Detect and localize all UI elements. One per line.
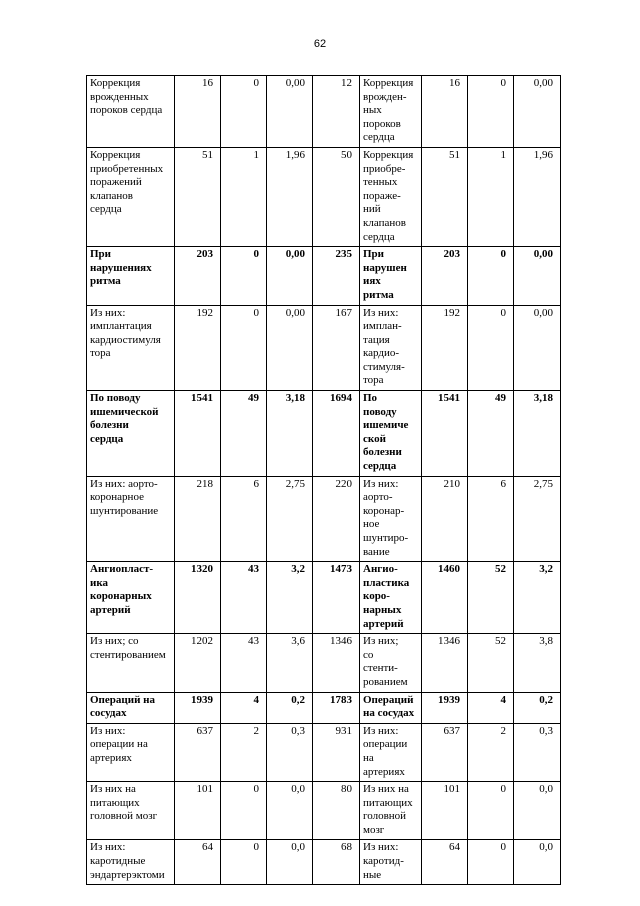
- value-cell: 637: [175, 723, 221, 781]
- value-cell: 0,2: [267, 692, 313, 723]
- value-cell: 1541: [422, 391, 468, 477]
- value-cell: 3,18: [267, 391, 313, 477]
- row-label-cell: Из них: операции на артериях: [87, 723, 175, 781]
- value-cell: 0: [468, 782, 514, 840]
- value-cell: 0,00: [514, 305, 561, 391]
- value-cell: 0: [221, 247, 267, 305]
- value-cell: 0,0: [267, 782, 313, 840]
- value-cell: 0,00: [514, 76, 561, 148]
- value-cell: 1346: [422, 634, 468, 692]
- table-row: [87, 723, 561, 781]
- table-row: [87, 391, 561, 477]
- value-cell: 0: [468, 305, 514, 391]
- table-row: [87, 562, 561, 634]
- value-cell: 64: [175, 840, 221, 885]
- value-cell: 1320: [175, 562, 221, 634]
- value-cell: 0: [468, 247, 514, 305]
- value-cell: 3,18: [514, 391, 561, 477]
- row-label-cell: Из них; со стентированием: [87, 634, 175, 692]
- value-cell: 235: [313, 247, 360, 305]
- value-cell: 203: [422, 247, 468, 305]
- value-cell: 4: [468, 692, 514, 723]
- value-cell: 50: [313, 147, 360, 246]
- value-cell: 3,2: [514, 562, 561, 634]
- value-cell: 1,96: [514, 147, 561, 246]
- value-cell: 16: [175, 76, 221, 148]
- value-cell: 2,75: [514, 476, 561, 562]
- value-cell: 52: [468, 634, 514, 692]
- statistics-table: [86, 75, 561, 885]
- row-label-cell: Из них: операции на артериях: [360, 723, 422, 781]
- value-cell: 0,0: [514, 840, 561, 885]
- value-cell: 0,0: [514, 782, 561, 840]
- value-cell: 0: [221, 76, 267, 148]
- value-cell: 1460: [422, 562, 468, 634]
- value-cell: 0,00: [514, 247, 561, 305]
- value-cell: 1541: [175, 391, 221, 477]
- row-label-cell: При нарушен иях ритма: [360, 247, 422, 305]
- value-cell: 1694: [313, 391, 360, 477]
- value-cell: 2: [468, 723, 514, 781]
- table-row: [87, 634, 561, 692]
- value-cell: 1: [221, 147, 267, 246]
- row-label-cell: Из них на питающих головной мозг: [360, 782, 422, 840]
- row-label-cell: Коррекция приобре- тенных пораже- ний клапанов сердца: [360, 147, 422, 246]
- row-label-cell: Из них; со стенти- рованием: [360, 634, 422, 692]
- value-cell: 101: [422, 782, 468, 840]
- table-row: [87, 476, 561, 562]
- value-cell: 101: [175, 782, 221, 840]
- value-cell: 0: [468, 840, 514, 885]
- table-row: [87, 692, 561, 723]
- value-cell: 49: [221, 391, 267, 477]
- value-cell: 64: [422, 840, 468, 885]
- value-cell: 1346: [313, 634, 360, 692]
- row-label-cell: Операций на сосудах: [360, 692, 422, 723]
- row-label-cell: Из них на питающих головной мозг: [87, 782, 175, 840]
- value-cell: 3,2: [267, 562, 313, 634]
- value-cell: 167: [313, 305, 360, 391]
- value-cell: 52: [468, 562, 514, 634]
- row-label-cell: При нарушениях ритма: [87, 247, 175, 305]
- value-cell: 2,75: [267, 476, 313, 562]
- page-number: 62: [313, 38, 327, 50]
- row-label-cell: Операций на сосудах: [87, 692, 175, 723]
- value-cell: 0,00: [267, 76, 313, 148]
- value-cell: 16: [422, 76, 468, 148]
- table-row: [87, 782, 561, 840]
- row-label-cell: По поводу ишемиче ской болезни сердца: [360, 391, 422, 477]
- value-cell: 0: [221, 782, 267, 840]
- row-label-cell: По поводу ишемической болезни сердца: [87, 391, 175, 477]
- row-label-cell: Из них: имплан- тация кардио- стимуля- тора: [360, 305, 422, 391]
- value-cell: 4: [221, 692, 267, 723]
- value-cell: 2: [221, 723, 267, 781]
- value-cell: 192: [175, 305, 221, 391]
- value-cell: 0,0: [267, 840, 313, 885]
- value-cell: 0: [221, 305, 267, 391]
- value-cell: 49: [468, 391, 514, 477]
- value-cell: 218: [175, 476, 221, 562]
- table-body: [87, 76, 561, 885]
- table-row: [87, 305, 561, 391]
- value-cell: 637: [422, 723, 468, 781]
- value-cell: 1: [468, 147, 514, 246]
- value-cell: 931: [313, 723, 360, 781]
- value-cell: 203: [175, 247, 221, 305]
- row-label-cell: Из них: каротид- ные: [360, 840, 422, 885]
- value-cell: 220: [313, 476, 360, 562]
- row-label-cell: Из них: аорто- коронарное шунтирование: [87, 476, 175, 562]
- value-cell: 0,3: [267, 723, 313, 781]
- row-label-cell: Коррекция врожденных пороков сердца: [87, 76, 175, 148]
- row-label-cell: Из них: имплантация кардиостимуля тора: [87, 305, 175, 391]
- row-label-cell: Коррекция врожден- ных пороков сердца: [360, 76, 422, 148]
- row-label-cell: Ангиопласт- ика коронарных артерий: [87, 562, 175, 634]
- row-label-cell: Коррекция приобретенных поражений клапанов сердца: [87, 147, 175, 246]
- value-cell: 1202: [175, 634, 221, 692]
- value-cell: 68: [313, 840, 360, 885]
- value-cell: 43: [221, 634, 267, 692]
- value-cell: 0: [468, 76, 514, 148]
- value-cell: 0,2: [514, 692, 561, 723]
- table-row: [87, 76, 561, 148]
- value-cell: 80: [313, 782, 360, 840]
- value-cell: 51: [422, 147, 468, 246]
- row-label-cell: Ангио- пластика коро- нарных артерий: [360, 562, 422, 634]
- value-cell: 3,8: [514, 634, 561, 692]
- value-cell: 6: [468, 476, 514, 562]
- value-cell: 0: [221, 840, 267, 885]
- value-cell: 1939: [175, 692, 221, 723]
- value-cell: 51: [175, 147, 221, 246]
- table-row: [87, 147, 561, 246]
- row-label-cell: Из них: каротидные эндартерэктоми: [87, 840, 175, 885]
- value-cell: 210: [422, 476, 468, 562]
- value-cell: 6: [221, 476, 267, 562]
- value-cell: 3,6: [267, 634, 313, 692]
- value-cell: 192: [422, 305, 468, 391]
- value-cell: 1473: [313, 562, 360, 634]
- value-cell: 43: [221, 562, 267, 634]
- row-label-cell: Из них: аорто- коронар- ное шунтиро- вание: [360, 476, 422, 562]
- table-row: [87, 840, 561, 885]
- table-row: [87, 247, 561, 305]
- value-cell: 0,00: [267, 247, 313, 305]
- value-cell: 0,3: [514, 723, 561, 781]
- value-cell: 0,00: [267, 305, 313, 391]
- value-cell: 1,96: [267, 147, 313, 246]
- value-cell: 1939: [422, 692, 468, 723]
- value-cell: 12: [313, 76, 360, 148]
- value-cell: 1783: [313, 692, 360, 723]
